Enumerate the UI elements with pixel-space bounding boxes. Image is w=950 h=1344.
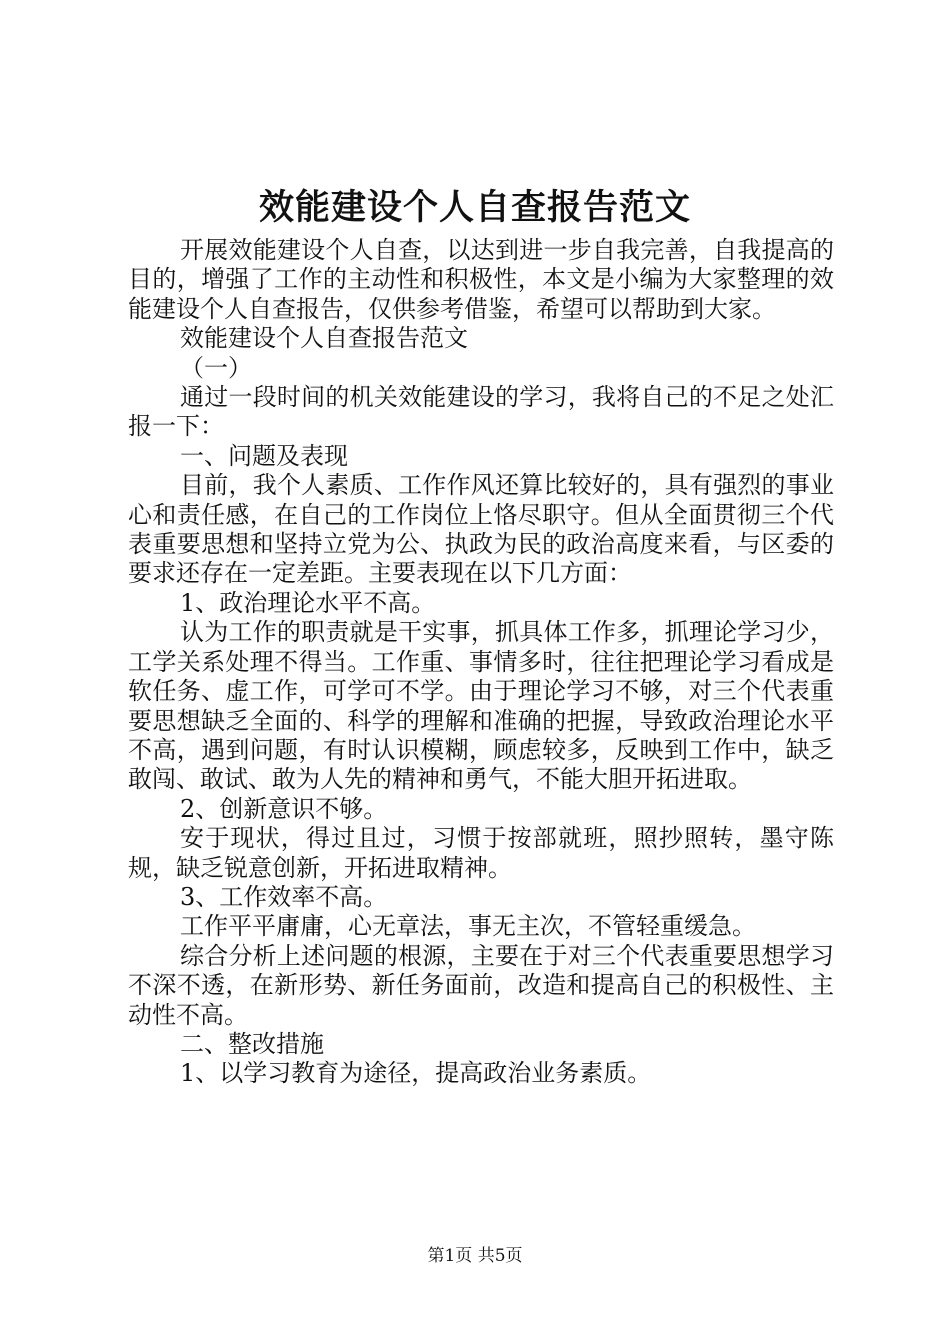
document-title: 效能建设个人自查报告范文 — [258, 187, 691, 228]
part-number: （一） — [180, 353, 252, 382]
list-item-heading: 1、政治理论水平不高。 — [180, 588, 436, 617]
section-heading: 效能建设个人自查报告范文 — [180, 324, 468, 353]
list-item-heading: 2、创新意识不够。 — [180, 794, 388, 823]
body-paragraph: 目前，我个人素质、工作作风还算比较好的，具有强烈的事业心和责任感，在自己的工作岗位上恪尽职守。但从全面贯彻三个代表重要思想和坚持立党为公、执政为民的政治高度来看，与区委的要求还存在一定差距。主要表现在以下几方面： — [128, 471, 834, 588]
body-paragraph: 安于现状，得过且过，习惯于按部就班，照抄照转，墨守陈规，缺乏锐意创新，开拓进取精神。 — [128, 824, 834, 882]
document-body — [128, 236, 834, 1089]
page-footer: 第1页 共5页 — [427, 1246, 523, 1266]
intro-paragraph: 开展效能建设个人自查，以达到进一步自我完善，自我提高的目的，增强了工作的主动性和积极性，本文是小编为大家整理的效能建设个人自查报告，仅供参考借鉴，希望可以帮助到大家。 — [128, 236, 834, 323]
list-item-heading: 1、以学习教育为途径，提高政治业务素质。 — [180, 1059, 652, 1088]
body-paragraph: 综合分析上述问题的根源，主要在于对三个代表重要思想学习不深不透，在新形势、新任务面前，改造和提高自己的积极性、主动性不高。 — [128, 941, 834, 1029]
body-paragraph: 工作平平庸庸，心无章法，事无主次，不管轻重缓急。 — [180, 912, 756, 941]
list-item-heading: 3、工作效率不高。 — [180, 882, 388, 911]
body-paragraph: 通过一段时间的机关效能建设的学习，我将自己的不足之处汇报一下： — [128, 383, 834, 441]
subsection-heading: 二、整改措施 — [180, 1029, 324, 1058]
body-paragraph: 认为工作的职责就是干实事，抓具体工作多，抓理论学习少，工学关系处理不得当。工作重、事情多时，往往把理论学习看成是软任务、虚工作，可学可不学。由于理论学习不够，对三个代表重要思想缺乏全面的、科学的理解和准确的把握，导致政治理论水平不高，遇到问题，有时认识模糊，顾虑较多，反映到工作中，缺乏敢闯、敢试、敢为人先的精神和勇气，不能大胆开拓进取。 — [128, 618, 834, 794]
subsection-heading: 一、问题及表现 — [180, 441, 348, 470]
